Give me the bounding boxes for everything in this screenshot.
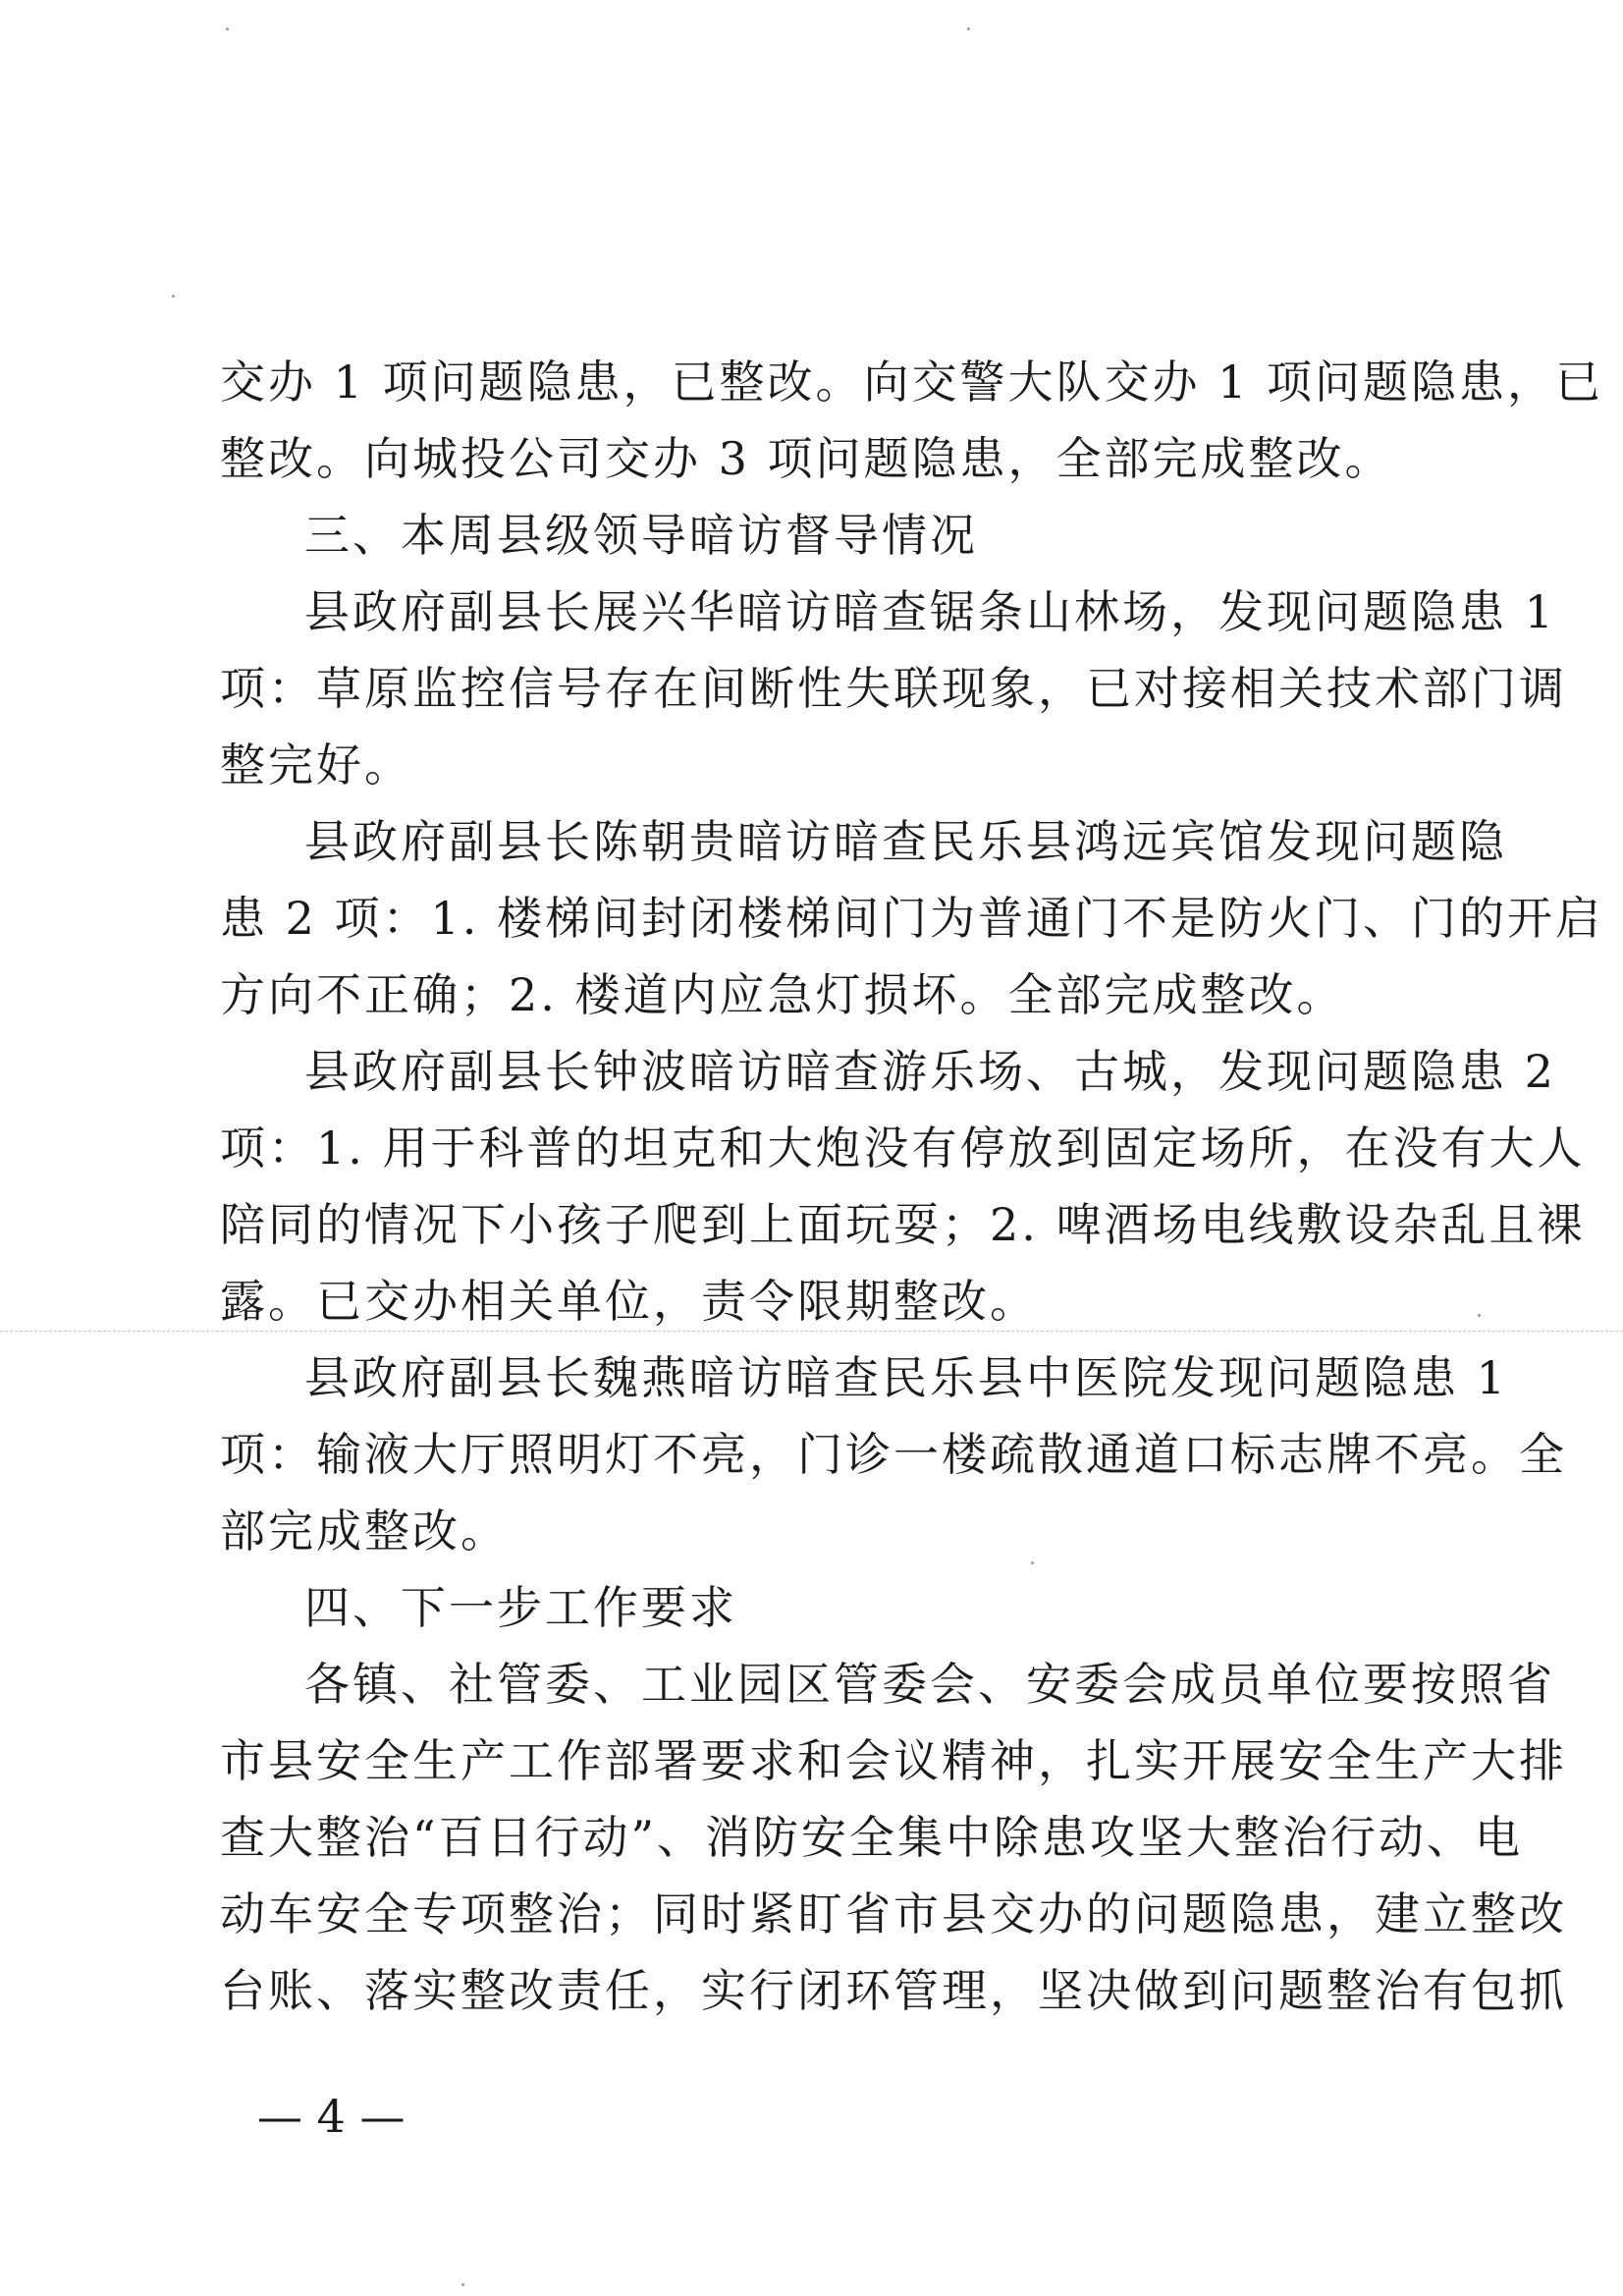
body-line: 方向不正确；2. 楼道内应急灯损坏。全部完成整改。 — [220, 968, 1345, 1021]
scan-speck — [967, 27, 970, 30]
paragraph-3-first-line: 县政府副县长钟波暗访暗查游乐场、古城，发现问题隐患 2 — [304, 1045, 1556, 1098]
section-heading-4: 四、下一步工作要求 — [304, 1581, 737, 1634]
body-line: 查大整治“百日行动”、消防安全集中除患攻坚大整治行动、电 — [220, 1811, 1524, 1864]
section-heading-3: 三、本周县级领导暗访督导情况 — [304, 509, 978, 562]
scan-speck — [172, 295, 175, 298]
body-line: 整完好。 — [220, 738, 412, 792]
scan-speck — [1478, 1314, 1481, 1317]
body-line: 项：草原监控信号存在间断性失联现象，已对接相关技术部门调 — [220, 662, 1567, 715]
scan-artifact-line — [0, 1331, 1623, 1333]
body-line: 整改。向城投公司交办 3 项问题隐患，全部完成整改。 — [220, 432, 1393, 485]
paragraph-2-first-line: 县政府副县长陈朝贵暗访暗查民乐县鸿远宾馆发现问题隐 — [304, 815, 1507, 868]
body-line: 项：1. 用于科普的坦克和大炮没有停放到固定场所，在没有大人 — [220, 1121, 1586, 1175]
paragraph-5-first-line: 各镇、社管委、工业园区管委会、安委会成员单位要按照省 — [304, 1658, 1555, 1711]
body-line: 露。已交办相关单位，责令限期整改。 — [220, 1275, 1038, 1328]
paragraph-1-first-line: 县政府副县长展兴华暗访暗查锯条山林场，发现问题隐患 1 — [304, 585, 1556, 638]
body-line: 部完成整改。 — [220, 1504, 509, 1558]
page-number: — 4 — — [257, 2090, 406, 2143]
body-line: 交办 1 项问题隐患，已整改。向交警大队交办 1 项问题隐患，已 — [220, 355, 1604, 409]
scan-speck — [461, 2283, 464, 2286]
scan-speck — [1031, 1561, 1034, 1564]
paragraph-4-first-line: 县政府副县长魏燕暗访暗查民乐县中医院发现问题隐患 1 — [304, 1351, 1508, 1404]
body-line: 患 2 项：1. 楼梯间封闭楼梯间门为普通门不是防火门、门的开启 — [220, 892, 1604, 945]
body-line: 市县安全生产工作部署要求和会议精神，扎实开展安全生产大排 — [220, 1734, 1567, 1787]
body-line: 动车安全专项整治；同时紧盯省市县交办的问题隐患，建立整改 — [220, 1887, 1567, 1941]
scan-speck — [226, 27, 229, 30]
body-line: 项：输液大厅照明灯不亮，门诊一楼疏散通道口标志牌不亮。全 — [220, 1428, 1567, 1481]
body-line: 陪同的情况下小孩子爬到上面玩耍；2. 啤酒场电线敷设杂乱且裸 — [220, 1198, 1586, 1251]
body-line: 台账、落实整改责任，实行闭环管理，坚决做到问题整治有包抓 — [220, 1964, 1567, 2017]
